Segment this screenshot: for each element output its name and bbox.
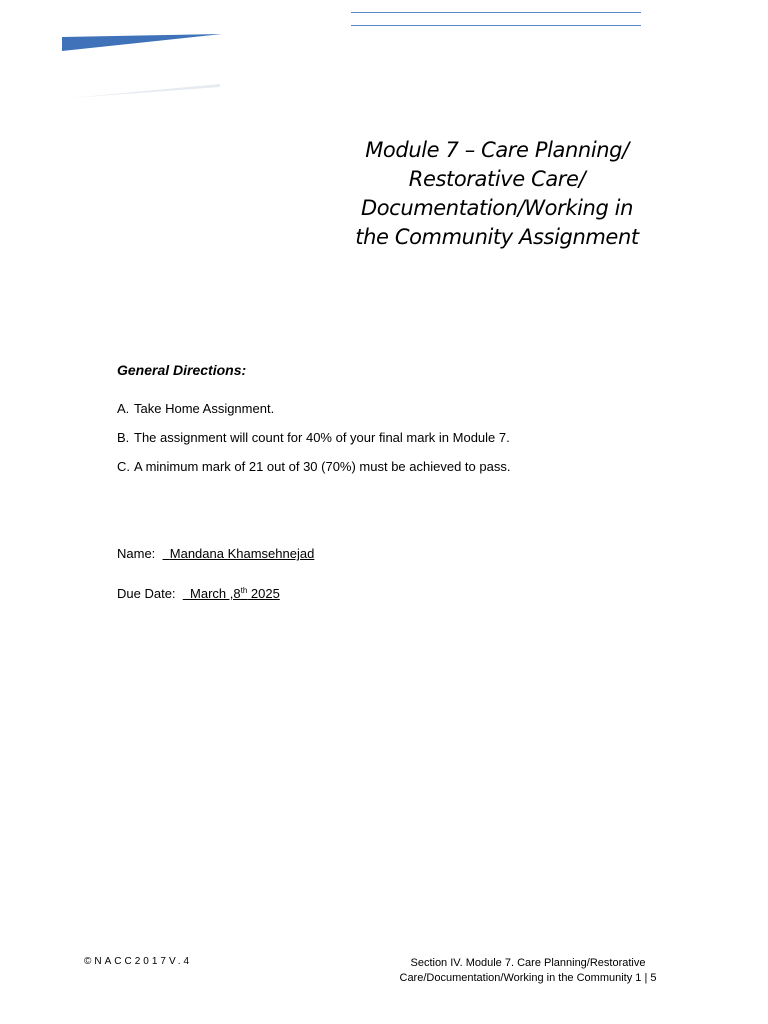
list-item-text: The assignment will count for 40% of your final mark in Module 7. <box>134 430 510 445</box>
list-marker: C. <box>117 459 130 474</box>
document-title <box>352 136 642 252</box>
header-line-bottom <box>351 25 641 26</box>
blue-wedge-logo <box>62 34 222 51</box>
list-item <box>117 459 510 488</box>
footer-copyright: ©NACC2017V.4 <box>84 956 193 967</box>
header-line-top <box>351 12 641 13</box>
footer-line-1: Section IV. Module 7. Care Planning/Restorative <box>410 957 646 969</box>
name-field <box>117 546 314 561</box>
due-date-label: Due Date: <box>117 586 176 601</box>
due-date-ordinal: th <box>240 586 248 595</box>
list-item <box>117 401 510 430</box>
general-directions-heading: General Directions: <box>117 362 247 378</box>
list-marker: B. <box>117 430 130 445</box>
title-line-2: Restorative Care/ <box>408 167 586 191</box>
title-line-4: the Community Assignment <box>355 225 639 249</box>
title-line-3: Documentation/Working in <box>360 196 634 220</box>
list-marker: A. <box>117 401 130 416</box>
name-value <box>163 546 315 561</box>
list-item-text: Take Home Assignment. <box>134 401 275 416</box>
logo-reflection <box>70 84 220 98</box>
name-value-text: Mandana Khamsehnejad <box>169 546 315 561</box>
name-label: Name: <box>117 546 156 561</box>
list-item-text: A minimum mark of 21 out of 30 (70%) must be achieved to pass. <box>134 459 511 474</box>
directions-list <box>117 401 510 488</box>
list-item <box>117 430 510 459</box>
due-date-year: 2025 <box>247 586 280 601</box>
due-date-value <box>183 586 280 601</box>
due-date-month-day: March ,8 <box>190 586 241 601</box>
due-date-field <box>117 586 280 601</box>
title-line-1: Module 7 – Care Planning/ <box>365 138 629 162</box>
footer-section-info <box>383 956 673 986</box>
footer-line-2: Care/Documentation/Working in the Community 1 | 5 <box>399 972 657 984</box>
header-rule <box>351 12 641 26</box>
